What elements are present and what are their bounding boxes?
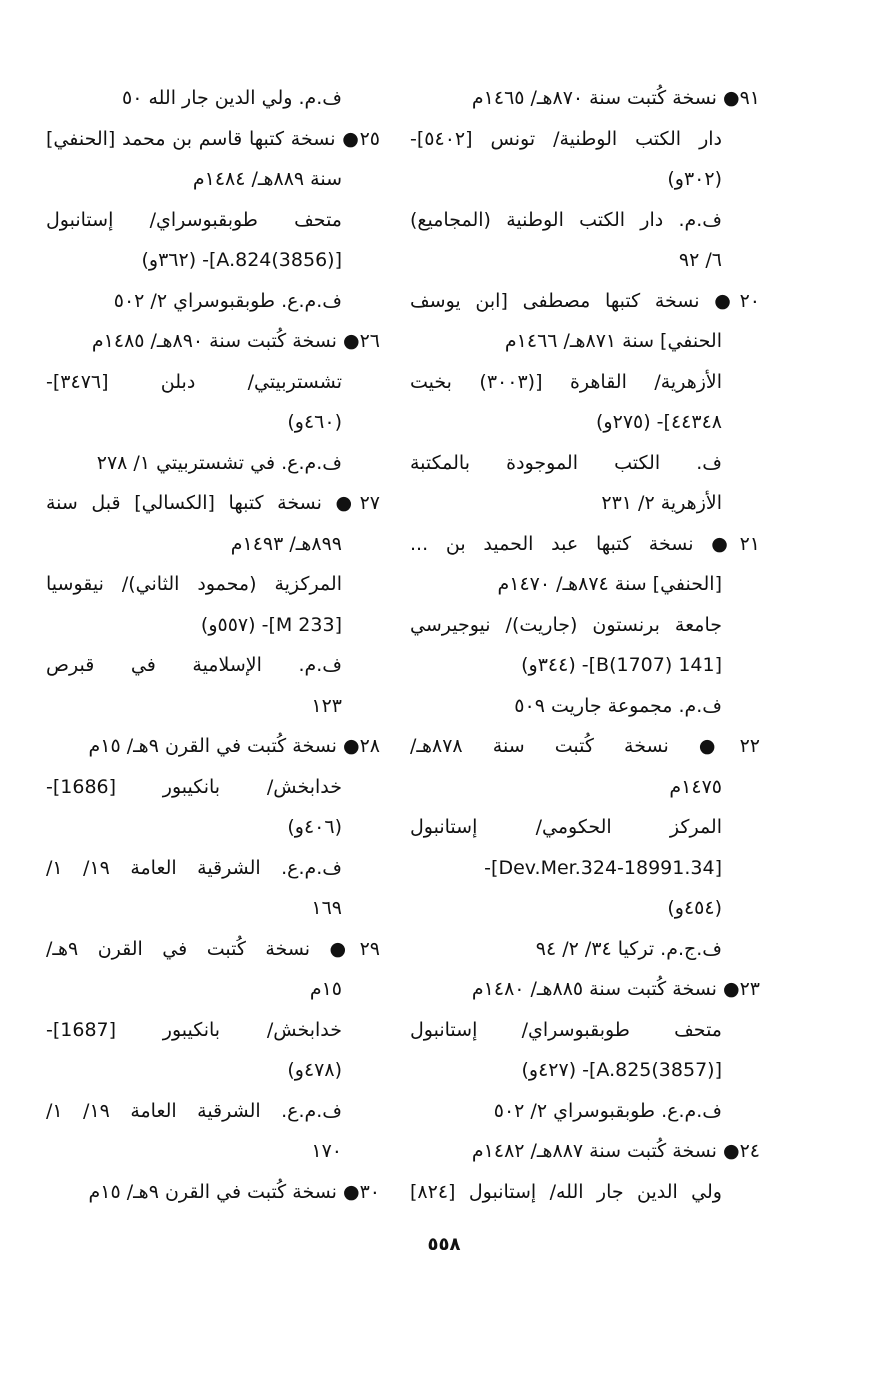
entry-detail-line: (٣٠٢و) bbox=[667, 168, 722, 190]
entry-detail-line: ف.م.ع. طوبقبوسراي ٢/ ٥٠٢ bbox=[113, 289, 342, 312]
entry-detail-line: ف.ج.م. تركيا ٣٤/ ٢/ ٩٤ bbox=[535, 937, 722, 960]
entry-detail-line: ٤٤٣٤٨]- (٢٧٥و) bbox=[596, 411, 722, 433]
entry-detail-line: ف.م.ع. في تشستربيتي ١/ ٢٧٨ bbox=[96, 451, 342, 474]
entry-heading-line: ٢٧● نسخة كتبها [الكسالي] قبل سنة bbox=[46, 492, 380, 514]
entry-heading-line: ٢٠● نسخة كتبها مصطفى [ابن يوسف bbox=[410, 289, 760, 312]
entry-detail-line: (٤٥٤و) bbox=[667, 897, 722, 919]
entry-detail-line: ٦/ ٩٢ bbox=[678, 249, 722, 271]
entry-detail-line: الحنفي] سنة ٨٧١هـ/ ١٤٦٦م bbox=[504, 330, 722, 352]
entry-detail-line: متحف طوبقبوسراي/ إستانبول bbox=[46, 208, 342, 231]
entry-detail-line: دار الكتب الوطنية/ تونس [٥٤٠٢]- bbox=[410, 127, 722, 150]
entry-detail-line: ١٦٩ bbox=[311, 897, 342, 919]
entry-detail-line: ولي الدين جار الله/ إستانبول [٨٢٤] bbox=[410, 1180, 722, 1203]
entry-detail-line: المركز الحكومي/ إستانبول bbox=[410, 816, 722, 838]
entry-heading-line: ٢١● نسخة كتبها عبد الحميد بن ... bbox=[410, 532, 760, 555]
entry-heading-line: ٢٥● نسخة كتبها قاسم بن محمد [الحنفي] bbox=[46, 127, 380, 150]
left-column bbox=[46, 78, 380, 1212]
entry-heading-line: ٢٤● نسخة كُتبت سنة ٨٨٧هـ/ ١٤٨٢م bbox=[471, 1140, 760, 1162]
entry-detail-line: ف.م.ع. الشرقية العامة ١٩/ ١/ bbox=[46, 856, 342, 879]
entry-detail-line: [M 233]- (٥٥٧و) bbox=[200, 613, 342, 636]
entry-detail-line: [34.Dev.Mer.324-18991]- bbox=[484, 856, 722, 879]
entry-heading-line: ٢٨● نسخة كُتبت في القرن ٩هـ/ ١٥م bbox=[88, 735, 380, 757]
entry-detail-line: (٤٠٦و) bbox=[287, 816, 342, 838]
entry-heading-line: ٢٩● نسخة كُتبت في القرن ٩هـ/ bbox=[46, 937, 380, 960]
entry-detail-line: متحف طوبقبوسراي/ إستانبول bbox=[410, 1018, 722, 1041]
entry-detail-line: ف.م.ع. طوبقبوسراي ٢/ ٥٠٢ bbox=[493, 1099, 722, 1122]
entry-detail-line: خدابخش/ بانكيبور [1686]- bbox=[46, 775, 342, 798]
entry-heading-line: ٢٣● نسخة كُتبت سنة ٨٨٥هـ/ ١٤٨٠م bbox=[471, 978, 760, 1000]
entry-detail-line: ف.م. مجموعة جاريت ٥٠٩ bbox=[514, 694, 722, 717]
entry-heading-line: ٢٢● نسخة كُتبت سنة ٨٧٨هـ/ bbox=[410, 735, 760, 757]
entry-detail-line: ف.م. دار الكتب الوطنية (المجاميع) bbox=[410, 208, 722, 231]
entry-detail-line: الأزهرية/ القاهرة [(٣٠٠٣) بخيت bbox=[410, 370, 722, 393]
entry-heading-line: ٩١● نسخة كُتبت سنة ٨٧٠هـ/ ١٤٦٥م bbox=[471, 87, 760, 109]
entry-detail-line: المركزية (محمود الثاني)/ نيقوسيا bbox=[46, 573, 342, 595]
entry-detail-line: الأزهرية ٢/ ٢٣١ bbox=[601, 492, 722, 514]
entry-detail-line: خدابخش/ بانكيبور [1687]- bbox=[46, 1018, 342, 1041]
entry-detail-line: [A.825(3857)]- (٤٢٧و) bbox=[521, 1059, 722, 1081]
right-column bbox=[410, 78, 760, 1212]
entry-detail-line: ١٥م bbox=[309, 978, 342, 1000]
entry-detail-line: ف. الكتب الموجودة بالمكتبة bbox=[410, 451, 722, 474]
entry-detail-line: جامعة برنستون (جاريت)/ نيوجيرسي bbox=[410, 613, 722, 636]
entry-detail-line: [141 B(1707)]- (٣٤٤و) bbox=[521, 654, 722, 676]
entry-detail-line: (٤٧٨و) bbox=[287, 1059, 342, 1081]
entry-detail-line: (٤٦٠و) bbox=[287, 411, 342, 433]
entry-detail-line: ١٤٧٥م bbox=[669, 775, 722, 798]
entry-detail-line: [A.824(3856)]- (٣٦٢و) bbox=[141, 249, 342, 271]
entry-detail-line: ف.م. ولي الدين جار الله ٥٠ bbox=[121, 87, 342, 109]
entry-heading-line: ٣٠● نسخة كُتبت في القرن ٩هـ/ ١٥م bbox=[88, 1180, 380, 1203]
entry-detail-line: سنة ٨٨٩هـ/ ١٤٨٤م bbox=[192, 168, 342, 190]
page-number: ٥٥٨ bbox=[427, 1234, 461, 1255]
entry-detail-line: ٨٩٩هـ/ ١٤٩٣م bbox=[230, 532, 342, 555]
entry-heading-line: ٢٦● نسخة كُتبت سنة ٨٩٠هـ/ ١٤٨٥م bbox=[91, 330, 380, 352]
entry-detail-line: ١٧٠ bbox=[311, 1140, 342, 1162]
entry-detail-line: [الحنفي] سنة ٨٧٤هـ/ ١٤٧٠م bbox=[497, 573, 722, 595]
entry-detail-line: تشستربيتي/ دبلن [٣٤٧٦]- bbox=[46, 370, 342, 393]
entry-detail-line: ف.م. الإسلامية في قبرص bbox=[46, 654, 342, 676]
entry-detail-line: ف.م.ع. الشرقية العامة ١٩/ ١/ bbox=[46, 1099, 342, 1122]
entry-detail-line: ١٢٣ bbox=[311, 694, 342, 717]
